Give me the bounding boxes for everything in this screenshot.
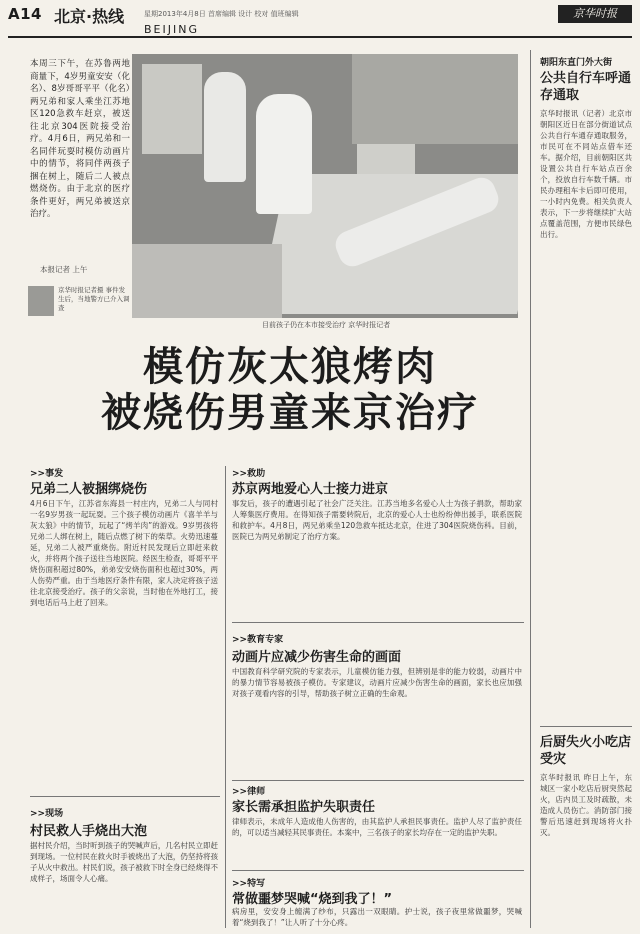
intro-text: 本周三下午，在苏鲁两地商量下，4岁男童安安（化名）、8岁哥哥平平（化名）两兄弟和家人乘坐江苏地区120急救车赶京，被送往北京304医院接受治疗。4月6日，两兄弟和一名同伴玩耍时模仿动画片中的情节，将同伴两孩子捆在树上，随后二人被点燃烧伤。由于北京的医疗条件更好，两兄弟被送京治疗。 bbox=[30, 59, 130, 219]
section-body: 据村民介绍，当时听到孩子的哭喊声后，几名村民立即赶到现场。一位村民在救火时手被烧出了大泡，仍坚持将孩子从火中救出。村民们说，孩子被救下时全身已经烧得不成样子，场面令人心痛。 bbox=[30, 841, 218, 883]
sidebar-headline-2: 后厨失火小吃店受灾 bbox=[540, 735, 632, 767]
section-tag: >>救助 bbox=[232, 469, 266, 479]
section-heading: 动画片应减少伤害生命的画面 bbox=[232, 650, 402, 665]
section-heading: 常做噩梦哭喊“烧到我了！” bbox=[232, 892, 393, 907]
section-divider bbox=[232, 780, 524, 781]
section-tag: >>律师 bbox=[232, 787, 266, 797]
section-body: 4月6日下午，江苏省东海县一村庄内，兄弟二人与同村一名9岁男孩一起玩耍。三个孩子模仿动画片《喜羊羊与灰太狼》中的情节，玩起了“烤羊肉”的游戏。9岁男孩将兄弟二人绑在树上，随后点燃了树下的柴草。火势迅速蔓延，兄弟二人被严重烧伤。附近村民发现后立即赶来救火，并将两个孩子送往当地医院。经医生检查，哥哥平平烧伤面积超过80%，弟弟安安烧伤面积也超过30%，两人伤势严重。由于当地医疗条件有限，家人决定将孩子送往北京接受治疗。孩子的父亲说，当时他在外地打工，接到电话后马上赶了回来。 bbox=[30, 499, 218, 607]
section-body: 病房里，安安身上缠满了纱布，只露出一双眼睛。护士说，孩子夜里常做噩梦，哭喊着“烧到我了！”让人听了十分心疼。 bbox=[232, 907, 522, 927]
photo-nurse bbox=[204, 72, 246, 182]
headline-line-1: 模仿灰太狼烤肉 bbox=[143, 344, 437, 390]
city-label: BEIJING bbox=[144, 23, 199, 36]
section-title: 北京·热线 bbox=[54, 7, 125, 26]
sidebar-body-2: 京华时报讯 昨日上午，东城区一家小吃店后厨突然起火，店内员工及时疏散，未造成人员伤亡。消防部门接警后迅速赶到现场将火扑灭。 bbox=[540, 773, 632, 837]
intro-credit: 本报记者 上午 bbox=[40, 265, 88, 274]
section-tag: >>现场 bbox=[30, 809, 64, 819]
section-body: 律师表示，未成年人造成他人伤害的，由其监护人承担民事责任。监护人尽了监护责任的，可以适当减轻其民事责任。本案中，三名孩子的家长均存在一定的监护失职。 bbox=[232, 817, 522, 837]
section-heading: 兄弟二人被捆绑烧伤 bbox=[30, 482, 148, 497]
photo-caption: 目前孩子仍在本市接受治疗 京华时报记者 bbox=[262, 321, 391, 329]
masthead bbox=[0, 0, 640, 44]
column-rule bbox=[530, 50, 531, 928]
section-divider bbox=[540, 726, 632, 727]
date-line: 星期2013年4月8日 首席编辑 设计 校对 值班编辑 bbox=[144, 10, 299, 18]
sidebar-headline: 公共自行车呼通存通取 bbox=[540, 71, 632, 103]
hospital-photo bbox=[132, 54, 518, 318]
sidebar-kicker: 朝阳东直门外大街 bbox=[540, 58, 613, 68]
section-body: 中国教育科学研究院的专家表示，儿童模仿能力强，但辨别是非的能力较弱，动画片中的暴力情节容易被孩子模仿。专家建议，动画片应减少伤害生命的画面，家长也应加强对孩子观看内容的引导，帮助孩子树立正确的生命观。 bbox=[232, 667, 522, 698]
section-divider bbox=[232, 622, 524, 623]
section-divider bbox=[232, 870, 524, 871]
masthead-rule bbox=[8, 36, 632, 38]
section-heading: 村民救人手烧出大泡 bbox=[30, 824, 148, 839]
column-rule bbox=[225, 466, 226, 928]
photo-bed-foreground bbox=[132, 244, 282, 318]
section-tag: >>特写 bbox=[232, 879, 266, 889]
section-tag: >>教育专家 bbox=[232, 635, 284, 645]
section-divider bbox=[30, 796, 220, 797]
reporter-photo bbox=[28, 286, 54, 316]
main-headline bbox=[60, 344, 520, 436]
photo-wall bbox=[352, 54, 518, 144]
photo-window bbox=[142, 64, 202, 154]
section-tag: >>事发 bbox=[30, 469, 64, 479]
sidebar-body: 京华时报讯（记者）北京市朝阳区近日在部分街道试点公共自行车通存通取服务，市民可在不同站点借车还车。据介绍，目前朝阳区共设置公共自行车站点百余个，投放自行车数千辆。市民办理租车卡后即可使用，一小时内免费。相关负责人表示，下一步将继续扩大站点覆盖范围，方便市民绿色出行。 bbox=[540, 109, 632, 239]
section-heading: 苏京两地爱心人士接力进京 bbox=[232, 482, 389, 497]
headline-line-2: 被烧伤男童来京治疗 bbox=[101, 390, 479, 436]
section-heading: 家长需承担监护失职责任 bbox=[232, 800, 376, 815]
page-number: A14 bbox=[8, 5, 42, 23]
section-body: 事发后，孩子的遭遇引起了社会广泛关注。江苏当地多名爱心人士为孩子捐款，帮助家人筹集医疗费用。在得知孩子需要转院后，北京的爱心人士也纷纷伸出援手，联系医院和救护车。4月8日，两兄弟乘坐120急救车抵达北京，住进了304医院烧伤科。目前，医院已为两兄弟制定了治疗方案。 bbox=[232, 499, 522, 541]
photo-nurse bbox=[256, 94, 312, 214]
reporter-note: 京华时报记者摄 事件发生后，当地警方已介入调查 bbox=[58, 286, 130, 312]
newspaper-logo: 京华时报 bbox=[558, 5, 632, 23]
